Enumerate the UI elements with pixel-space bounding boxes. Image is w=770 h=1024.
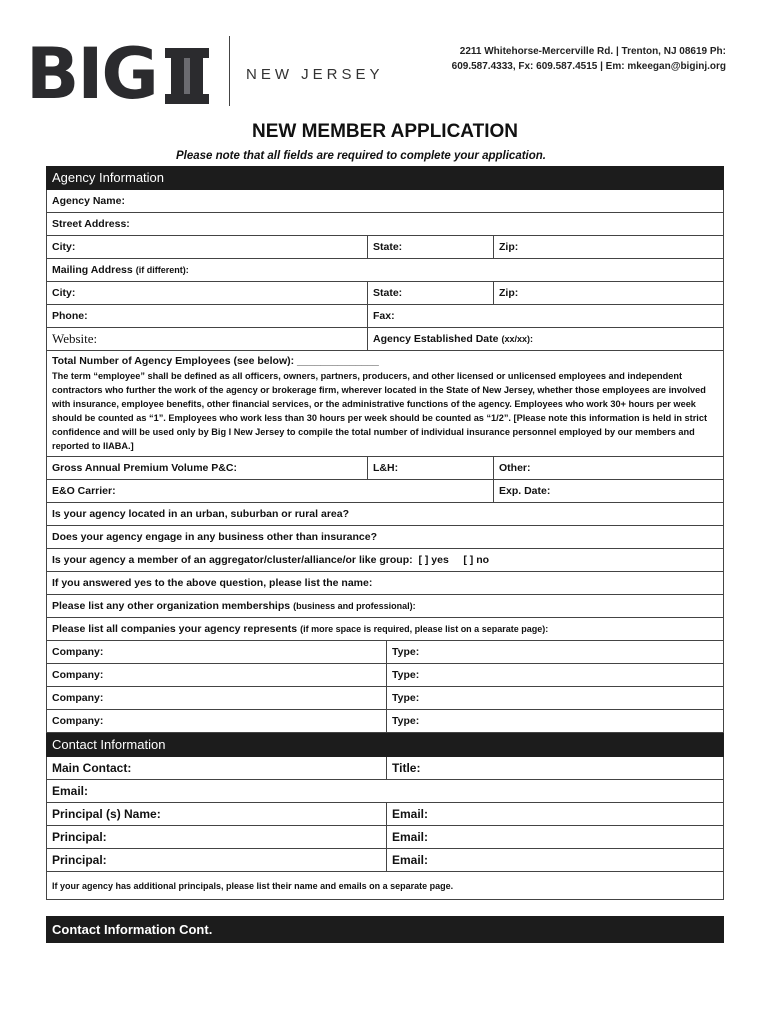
company-type-field[interactable]: Type: <box>386 664 723 686</box>
memberships-label: Please list any other organization memberships <box>52 600 291 612</box>
companies-question-label: Please list all companies your agency represents <box>52 623 298 635</box>
main-contact-row <box>46 757 724 780</box>
mailing-city-field[interactable]: City: <box>52 287 76 299</box>
eo-carrier-field[interactable]: E&O Carrier: <box>52 485 116 497</box>
phone-fax-row <box>46 305 724 328</box>
phone-field[interactable]: Phone: <box>52 310 88 322</box>
company-type-field[interactable]: Type: <box>386 641 723 663</box>
principal-name-field[interactable]: Principal: <box>52 853 107 867</box>
aggregator-name-row[interactable] <box>46 572 724 595</box>
principal-name-field[interactable]: Principal: <box>52 830 107 844</box>
company-field[interactable]: Company: <box>52 715 104 727</box>
established-date-field[interactable] <box>367 328 723 350</box>
logo-i-mark <box>171 48 203 104</box>
employee-count-label: Total Number of Agency Employees (see below): ______________ <box>52 355 379 367</box>
company-row <box>46 664 724 687</box>
contact-title-field[interactable]: Title: <box>386 757 723 779</box>
logo-big-text: BIG <box>26 33 157 115</box>
mailing-address-note: (if different): <box>135 265 189 275</box>
companies-question-field[interactable] <box>47 618 723 640</box>
location-question-row[interactable] <box>46 503 724 526</box>
principal-name-field[interactable]: Principal (s) Name: <box>52 807 161 821</box>
company-field[interactable]: Company: <box>52 669 104 681</box>
city-field[interactable]: City: <box>52 241 76 253</box>
company-type-field[interactable]: Type: <box>386 687 723 709</box>
employee-definition-text: The term “employee” shall be defined as all officers, owners, partners, producers, and other licensed or unlicensed employees and independent contractors who further the work of the agency or brokerage firm, wherever located in the State of New Jersey, whether those employees are involved with insurance, employee benefits, other financial services, or the administrative functions of the agency. Employees who work 30+ hours per week should be counted as “1”. Employees who work less than 30 hours per week should be counted as “1/2”. [Please note this information is held in strict confidence and will be used only by Big I New Jersey to compile the total number of individual insurance personnel employed by our members and reported to IIABA.] <box>52 371 708 451</box>
established-date-note: (xx/xx): <box>501 334 533 344</box>
mailing-zip-field[interactable]: Zip: <box>493 282 723 304</box>
contact-address <box>452 44 726 74</box>
application-form <box>46 166 724 943</box>
eo-carrier-row <box>46 480 724 503</box>
street-address-row[interactable] <box>46 213 724 236</box>
companies-question-note: (if more space is required, please list on a separate page): <box>300 624 549 634</box>
aggregator-name-field[interactable]: If you answered yes to the above question, please list the name: <box>52 577 373 589</box>
big-i-logo <box>26 33 384 115</box>
agency-name-field[interactable]: Agency Name: <box>52 195 125 207</box>
mailing-address-label: Mailing Address <box>52 264 133 276</box>
aggregator-question-field[interactable]: Is your agency a member of an aggregator/cluster/alliance/or like group: [ ] yes [ ] no <box>52 554 490 566</box>
premium-pc-field[interactable]: Gross Annual Premium Volume P&C: <box>52 462 237 474</box>
contact-email-field[interactable]: Email: <box>52 784 89 798</box>
additional-principals-note: If your agency has additional principals, please list their name and emails on a separate page. <box>46 872 724 900</box>
agency-section-header: Agency Information <box>46 166 724 190</box>
principal-row <box>46 803 724 826</box>
website-established-row <box>46 328 724 351</box>
address-line-2: 609.587.4333, Fx: 609.587.4515 | Em: mkeegan@biginj.org <box>451 61 726 72</box>
fax-field[interactable]: Fax: <box>367 305 723 327</box>
memberships-note: (business and professional): <box>293 601 416 611</box>
section-spacer <box>46 900 724 916</box>
company-field[interactable]: Company: <box>52 646 104 658</box>
mailing-state-field[interactable]: State: <box>367 282 493 304</box>
principal-row <box>46 849 724 872</box>
business-question-field[interactable]: Does your agency engage in any business other than insurance? <box>52 531 378 543</box>
zip-field[interactable]: Zip: <box>493 236 723 258</box>
premium-lh-field[interactable]: L&H: <box>367 457 493 479</box>
business-question-row[interactable] <box>46 526 724 549</box>
principal-email-field[interactable]: Email: <box>386 826 723 848</box>
principal-row <box>46 826 724 849</box>
agency-name-row[interactable] <box>46 190 724 213</box>
address-line-1: 2211 Whitehorse-Mercerville Rd. | Trenton, NJ 08619 Ph: <box>459 46 726 57</box>
city-state-zip-row <box>46 236 724 259</box>
mailing-address-row[interactable] <box>46 259 724 282</box>
premium-volume-row <box>46 457 724 480</box>
company-row <box>46 641 724 664</box>
page-title: NEW MEMBER APPLICATION <box>252 121 518 142</box>
website-field[interactable]: Website: <box>52 331 98 346</box>
employee-count-block[interactable] <box>46 351 724 457</box>
exp-date-field[interactable]: Exp. Date: <box>493 480 723 502</box>
principal-email-field[interactable]: Email: <box>386 849 723 871</box>
mailing-city-state-zip-row <box>46 282 724 305</box>
page-subtitle: Please note that all fields are required to complete your application. <box>175 150 546 162</box>
contact-cont-section-header: Contact Information Cont. <box>46 916 724 943</box>
state-field[interactable]: State: <box>367 236 493 258</box>
premium-other-field[interactable]: Other: <box>493 457 723 479</box>
street-address-field[interactable]: Street Address: <box>52 218 130 230</box>
logo-divider <box>229 36 230 106</box>
company-type-field[interactable]: Type: <box>386 710 723 732</box>
logo-state-text: NEW JERSEY <box>246 66 384 83</box>
company-row <box>46 710 724 733</box>
aggregator-question-row[interactable] <box>46 549 724 572</box>
principal-email-field[interactable]: Email: <box>386 803 723 825</box>
memberships-field[interactable] <box>47 595 723 617</box>
main-contact-field[interactable]: Main Contact: <box>52 761 132 775</box>
memberships-row[interactable] <box>46 595 724 618</box>
companies-question-row[interactable] <box>46 618 724 641</box>
mailing-address-field[interactable] <box>47 259 723 281</box>
company-field[interactable]: Company: <box>52 692 104 704</box>
contact-section-header: Contact Information <box>46 733 724 757</box>
location-question-field[interactable]: Is your agency located in an urban, suburban or rural area? <box>52 508 349 520</box>
established-date-label: Agency Established Date <box>373 333 499 345</box>
company-row <box>46 687 724 710</box>
contact-email-row[interactable] <box>46 780 724 803</box>
